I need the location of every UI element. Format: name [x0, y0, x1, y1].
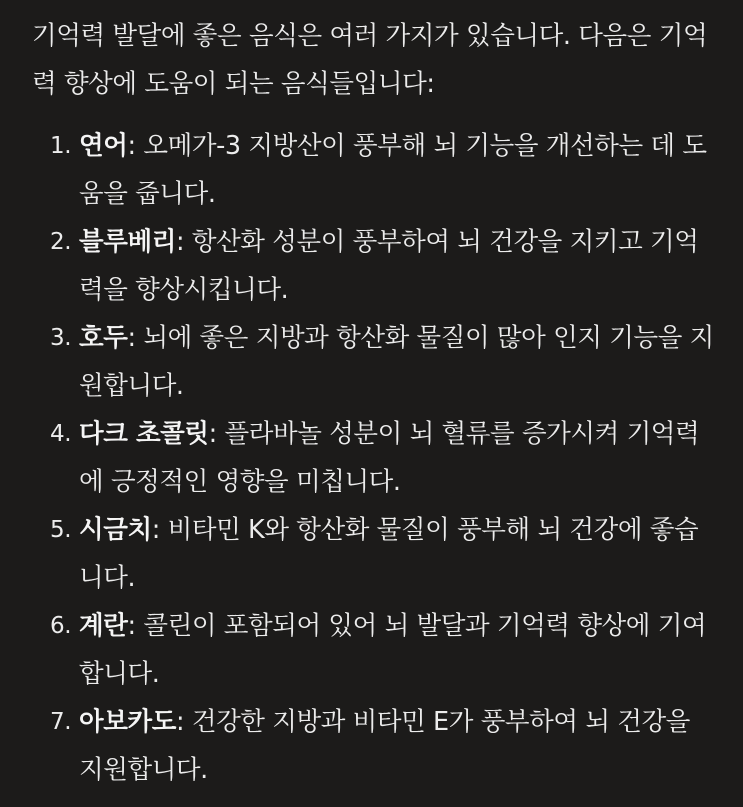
list-item	[32, 314, 715, 410]
item-title: 블루베리	[79, 227, 176, 257]
list-number: 5.	[50, 517, 72, 543]
list-item	[32, 122, 715, 218]
list-number: 2.	[50, 229, 72, 255]
list-item	[32, 218, 715, 314]
list-number: 7.	[50, 709, 72, 735]
item-description: : 플라바놀 성분이 뇌 혈류를 증가시켜 기억력에 긍정적인 영향을 미칩니다.	[79, 419, 700, 497]
item-title: 시금치	[79, 515, 152, 545]
item-title: 계란	[79, 611, 128, 641]
item-description: : 콜린이 포함되어 있어 뇌 발달과 기억력 향상에 기여합니다.	[79, 611, 707, 689]
list-item	[32, 410, 715, 506]
list-number: 1.	[50, 133, 72, 159]
item-description: : 항산화 성분이 풍부하여 뇌 건강을 지키고 기억력을 향상시킵니다.	[79, 227, 699, 305]
item-title: 아보카도	[79, 707, 176, 737]
item-description: : 뇌에 좋은 지방과 항산화 물질이 많아 인지 기능을 지원합니다.	[79, 323, 714, 401]
item-description: : 비타민 K와 항산화 물질이 풍부해 뇌 건강에 좋습니다.	[79, 515, 699, 593]
item-description: : 건강한 지방과 비타민 E가 풍부하여 뇌 건강을 지원합니다.	[79, 707, 690, 785]
list-item	[32, 506, 715, 602]
item-title: 연어	[79, 131, 128, 161]
list-item	[32, 698, 715, 794]
item-title: 다크 초콜릿	[79, 419, 209, 449]
item-description: : 오메가-3 지방산이 풍부해 뇌 기능을 개선하는 데 도움을 줍니다.	[79, 131, 707, 209]
list-number: 3.	[50, 325, 72, 351]
list-item	[32, 602, 715, 698]
list-number: 6.	[50, 613, 72, 639]
intro-paragraph: 기억력 발달에 좋은 음식은 여러 가지가 있습니다. 다음은 기억력 향상에 도움이 되는 음식들입니다:	[32, 21, 708, 99]
list-number: 4.	[50, 421, 72, 447]
food-list	[32, 122, 715, 794]
item-title: 호두	[79, 323, 128, 353]
